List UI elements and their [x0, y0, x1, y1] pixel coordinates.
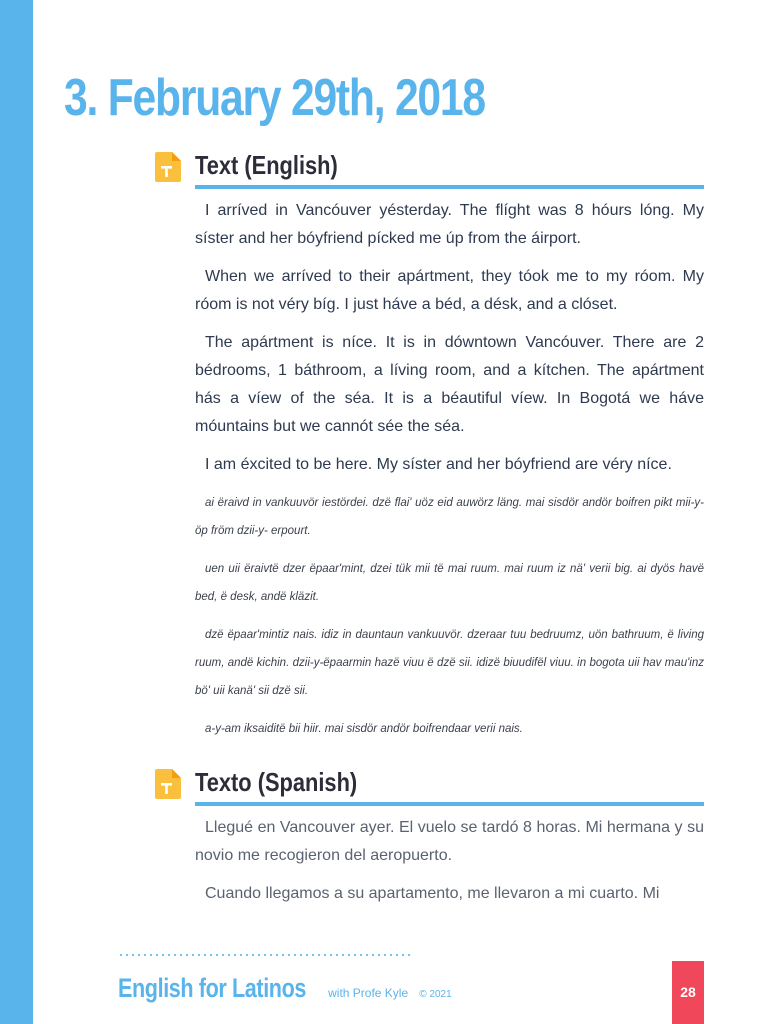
footer-title: English for Latinos — [118, 973, 307, 1003]
section-title: Text (English) — [195, 150, 338, 180]
english-paragraph: I am éxcited to be here. My síster and her bóyfriend are véry níce. — [205, 456, 672, 473]
english-text-block — [195, 197, 704, 753]
phonetic-paragraph: uen uii ëraivtë dzer ëpaar'mint, dzei tük mii të mai ruum. mai ruum iz nä' verii big. ai dyös havë bed, ë desk, andë kläzit. — [195, 563, 704, 603]
english-paragraph: The apártment is níce. It is in dówntown Vancóuver. There are 2 bédrooms, 1 báthroom, a líving room, and a kítchen. The apártment hás a víew of the séa. It is a béautiful víew. In Bogotá we háve móuntains but we cannót sée the séa. — [195, 334, 704, 435]
section-header-english — [155, 150, 704, 190]
spanish-text-block — [195, 814, 704, 910]
phonetic-paragraph: a-y-am iksaiditë bii hiir. mai sisdör andör boifrendaar verii nais. — [205, 723, 523, 735]
footer-subtitle: with Profe Kyle — [328, 986, 409, 1000]
spanish-paragraph: Llegué en Vancouver ayer. El vuelo se tardó 8 horas. Mi hermana y su novio me recogieron del aeropuerto. — [195, 819, 704, 864]
phonetic-paragraph: ai ëraivd in vankuuvör iestördei. dzë flai' uöz eid auwörz läng. mai sisdör andör boifren pikt mii-y-öp fröm dzii-y- erpourt. — [195, 497, 704, 537]
section-divider — [195, 802, 704, 806]
chapter-title: 3. February 29th, 2018 — [64, 69, 485, 127]
page-number-badge: 28 — [672, 961, 704, 1024]
document-text-icon — [155, 769, 181, 799]
footer-brand — [118, 970, 452, 1006]
footer-dotted-divider — [118, 952, 410, 958]
document-text-icon — [155, 152, 181, 182]
left-accent-bar — [0, 0, 33, 1024]
section-header-spanish — [155, 767, 704, 807]
english-paragraph: I arríved in Vancóuver yésterday. The flíght was 8 hóurs lóng. My síster and her bóyfriend pícked me úp from the áirport. — [195, 202, 704, 247]
section-divider — [195, 185, 704, 189]
phonetic-paragraph: dzë ëpaar'mintiz nais. idiz in dauntaun vankuuvör. dzeraar tuu bedruumz, uön bathruum, ë living ruum, andë kichin. dzii-y-ëpaarmin hazë viuu ë dzë sii. idizë biuudifël viuu. in bogota uii hav mau'inz bö' uii kanä' sii dzë sii. — [195, 629, 704, 697]
section-title: Texto (Spanish) — [195, 767, 358, 797]
spanish-paragraph: Cuando llegamos a su apartamento, me llevaron a mi cuarto. Mi — [205, 885, 660, 902]
footer-copyright: © 2021 — [419, 989, 452, 1000]
english-paragraph: When we arríved to their apártment, they tóok me to my róom. My róom is not véry bíg. I just háve a béd, a désk, and a clóset. — [195, 268, 704, 313]
